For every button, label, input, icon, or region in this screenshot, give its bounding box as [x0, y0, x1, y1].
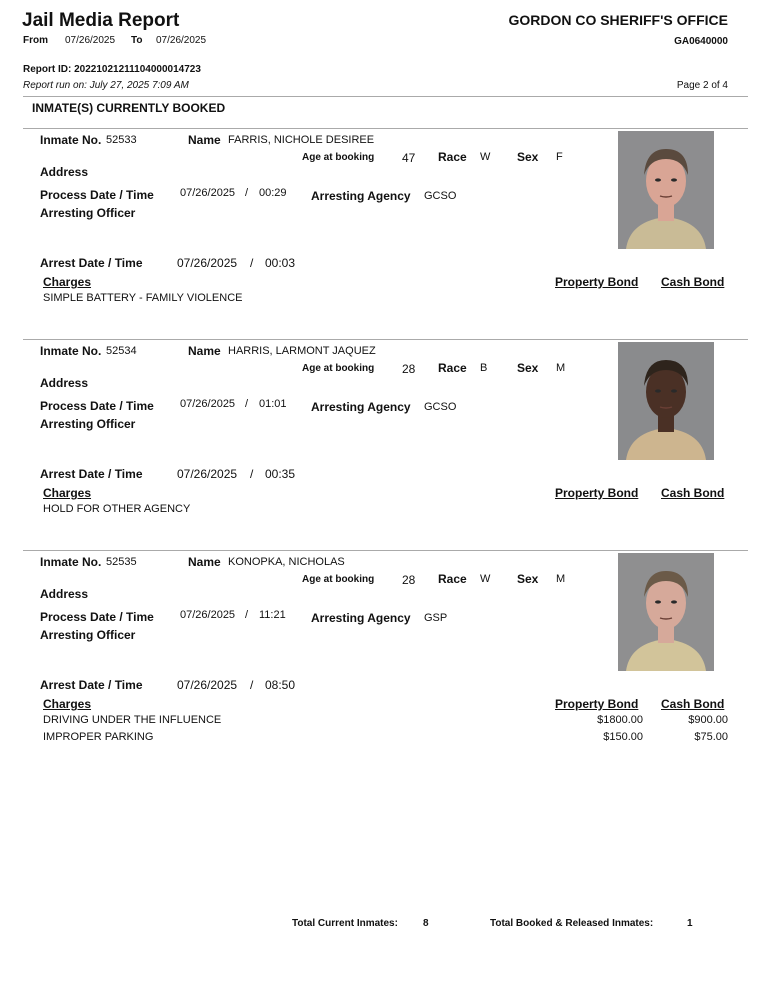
inmate-number: 52535 — [106, 556, 137, 568]
cash-bond-label: Cash Bond — [661, 697, 725, 711]
arrest-date-label: Arrest Date / Time — [40, 467, 143, 481]
arrest-date-label: Arrest Date / Time — [40, 256, 143, 270]
inmate-age: 28 — [402, 573, 416, 587]
process-time: 11:21 — [259, 609, 286, 621]
arrest-slash: / — [250, 256, 254, 270]
age-label: Age at booking — [302, 574, 375, 585]
inmate-sex: M — [556, 362, 566, 374]
charges-label: Charges — [43, 275, 92, 289]
cash-bond-label: Cash Bond — [661, 275, 725, 289]
inmate-number: 52534 — [106, 345, 137, 357]
race-label: Race — [438, 150, 467, 164]
inmate-photo — [618, 131, 714, 249]
sex-label: Sex — [517, 150, 539, 164]
agency-name: GORDON CO SHERIFF'S OFFICE — [508, 12, 728, 28]
from-label: From — [23, 35, 48, 46]
arresting-officer-label: Arresting Officer — [40, 206, 136, 220]
report-run-on: Report run on: July 27, 2025 7:09 AM — [23, 80, 189, 91]
arrest-slash: / — [250, 467, 254, 481]
arrest-time: 00:35 — [265, 467, 296, 481]
address-label: Address — [40, 165, 89, 179]
sex-label: Sex — [517, 361, 539, 375]
charge-description: SIMPLE BATTERY - FAMILY VIOLENCE — [43, 292, 243, 304]
property-bond-label: Property Bond — [555, 697, 639, 711]
arrest-time: 00:03 — [265, 256, 296, 270]
inmate-photo — [618, 342, 714, 460]
charge-cash-bond: $900.00 — [688, 714, 728, 726]
ori-code: GA0640000 — [674, 36, 728, 47]
process-date-label: Process Date / Time — [40, 610, 154, 624]
charge-description: HOLD FOR OTHER AGENCY — [43, 503, 191, 515]
arresting-officer-label: Arresting Officer — [40, 417, 136, 431]
arrest-date: 07/26/2025 — [177, 256, 238, 270]
arrest-date: 07/26/2025 — [177, 467, 238, 481]
to-label: To — [131, 35, 143, 46]
process-date-label: Process Date / Time — [40, 188, 154, 202]
inmate-race: W — [480, 151, 491, 163]
from-date: 07/26/2025 — [65, 35, 116, 46]
inmate-age: 28 — [402, 362, 416, 376]
name-label: Name — [188, 344, 221, 358]
record-divider — [23, 339, 748, 340]
report-title: Jail Media Report — [22, 10, 180, 31]
charges-label: Charges — [43, 486, 92, 500]
charge-description: IMPROPER PARKING — [43, 731, 154, 743]
process-time: 00:29 — [259, 187, 287, 199]
arrest-date: 07/26/2025 — [177, 678, 238, 692]
race-label: Race — [438, 572, 467, 586]
process-date-label: Process Date / Time — [40, 399, 154, 413]
arresting-agency-label: Arresting Agency — [311, 611, 411, 625]
address-label: Address — [40, 587, 89, 601]
address-label: Address — [40, 376, 89, 390]
inmate-name: KONOPKA, NICHOLAS — [228, 556, 345, 568]
charge-property-bond: $150.00 — [603, 731, 643, 743]
process-date: 07/26/2025 — [180, 609, 236, 621]
inmate-race: W — [480, 573, 491, 585]
inmate-sex: M — [556, 573, 566, 585]
inmate-no-label: Inmate No. — [40, 555, 102, 569]
process-slash: / — [245, 609, 249, 621]
age-label: Age at booking — [302, 152, 375, 163]
property-bond-label: Property Bond — [555, 275, 639, 289]
property-bond-label: Property Bond — [555, 486, 639, 500]
name-label: Name — [188, 555, 221, 569]
age-label: Age at booking — [302, 363, 375, 374]
arresting-agency: GCSO — [424, 190, 457, 202]
inmate-photo — [618, 553, 714, 671]
to-date: 07/26/2025 — [156, 35, 207, 46]
cash-bond-label: Cash Bond — [661, 486, 725, 500]
section-divider — [23, 128, 748, 129]
total-released-label: Total Booked & Released Inmates: — [490, 918, 654, 929]
arresting-agency-label: Arresting Agency — [311, 189, 411, 203]
arrest-slash: / — [250, 678, 254, 692]
inmate-no-label: Inmate No. — [40, 344, 102, 358]
arrest-time: 08:50 — [265, 678, 296, 692]
charge-description: DRIVING UNDER THE INFLUENCE — [43, 714, 222, 726]
page-number: Page 2 of 4 — [676, 80, 728, 91]
total-released-value: 1 — [687, 918, 693, 929]
arresting-agency: GSP — [424, 612, 448, 624]
process-date: 07/26/2025 — [180, 187, 236, 199]
race-label: Race — [438, 361, 467, 375]
arresting-agency-label: Arresting Agency — [311, 400, 411, 414]
total-current-label: Total Current Inmates: — [292, 918, 398, 929]
arresting-agency: GCSO — [424, 401, 457, 413]
report-id: Report ID: 20221021211104000014723 — [23, 64, 201, 75]
record-divider — [23, 550, 748, 551]
inmate-number: 52533 — [106, 134, 137, 146]
name-label: Name — [188, 133, 221, 147]
inmate-age: 47 — [402, 151, 416, 165]
total-current-value: 8 — [423, 918, 429, 929]
inmate-name: HARRIS, LARMONT JAQUEZ — [228, 345, 376, 357]
process-time: 01:01 — [259, 398, 287, 410]
arresting-officer-label: Arresting Officer — [40, 628, 136, 642]
section-title: INMATE(S) CURRENTLY BOOKED — [32, 101, 226, 115]
charges-label: Charges — [43, 697, 92, 711]
header-divider — [23, 96, 748, 97]
charge-property-bond: $1800.00 — [597, 714, 643, 726]
process-slash: / — [245, 187, 249, 199]
charge-cash-bond: $75.00 — [694, 731, 728, 743]
process-date: 07/26/2025 — [180, 398, 236, 410]
inmate-name: FARRIS, NICHOLE DESIREE — [228, 134, 375, 146]
inmate-race: B — [480, 362, 488, 374]
sex-label: Sex — [517, 572, 539, 586]
inmate-no-label: Inmate No. — [40, 133, 102, 147]
inmate-sex: F — [556, 151, 563, 163]
arrest-date-label: Arrest Date / Time — [40, 678, 143, 692]
process-slash: / — [245, 398, 249, 410]
